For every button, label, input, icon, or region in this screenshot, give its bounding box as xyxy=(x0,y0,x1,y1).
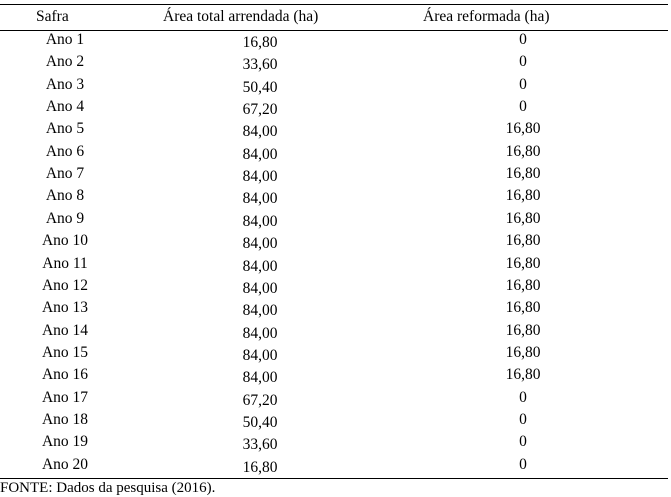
cell-area-reformada: 16,80 xyxy=(505,343,541,361)
cell-safra: Ano 15 xyxy=(41,343,89,361)
table-row xyxy=(0,277,671,299)
table-row xyxy=(0,76,671,98)
cell-area-reformada: 16,80 xyxy=(505,165,541,183)
cell-area-total: 84,00 xyxy=(242,302,278,320)
table-row xyxy=(0,165,671,187)
cell-safra: Ano 19 xyxy=(41,433,89,451)
cell-area-total: 84,00 xyxy=(242,235,278,253)
table-row xyxy=(0,366,671,388)
cell-area-reformada: 0 xyxy=(519,455,527,473)
cell-safra: Ano 14 xyxy=(41,321,89,339)
cell-area-reformada: 0 xyxy=(519,75,527,93)
cell-area-reformada: 16,80 xyxy=(505,209,541,227)
cell-area-reformada: 16,80 xyxy=(505,299,541,317)
source-note-text: FONTE: Dados da pesquisa (2016). xyxy=(0,480,216,496)
table-row xyxy=(0,31,671,53)
cell-area-reformada: 0 xyxy=(519,98,527,116)
cell-area-total: 84,00 xyxy=(242,190,278,208)
table-row xyxy=(0,433,671,455)
table-row xyxy=(0,344,671,366)
cell-area-total: 84,00 xyxy=(242,123,278,141)
cell-area-reformada: 16,80 xyxy=(505,120,541,138)
cell-safra: Ano 16 xyxy=(41,366,89,384)
cell-area-reformada: 0 xyxy=(519,53,527,71)
cell-safra: Ano 8 xyxy=(45,187,85,205)
cell-area-total: 50,40 xyxy=(242,78,278,96)
cell-area-total: 33,60 xyxy=(242,436,278,454)
cell-safra: Ano 17 xyxy=(41,388,89,406)
table-row xyxy=(0,98,671,120)
table-row xyxy=(0,187,671,209)
table-row xyxy=(0,411,671,433)
cell-area-reformada: 16,80 xyxy=(505,232,541,250)
cell-safra: Ano 6 xyxy=(45,142,85,160)
table-row xyxy=(0,255,671,277)
cell-area-total: 50,40 xyxy=(242,413,278,431)
table-row xyxy=(0,232,671,254)
table-row xyxy=(0,456,671,478)
cell-safra: Ano 18 xyxy=(41,410,89,428)
cell-area-reformada: 0 xyxy=(519,388,527,406)
cell-area-total: 84,00 xyxy=(242,324,278,342)
cell-safra: Ano 12 xyxy=(41,276,89,294)
cell-area-total: 67,20 xyxy=(242,391,278,409)
cell-area-reformada: 16,80 xyxy=(505,254,541,272)
cell-safra: Ano 2 xyxy=(45,53,85,71)
cell-area-reformada: 16,80 xyxy=(505,142,541,160)
cell-area-total: 33,60 xyxy=(242,56,278,74)
cell-safra: Ano 10 xyxy=(41,232,89,250)
table-row xyxy=(0,53,671,75)
source-note xyxy=(0,478,216,496)
table-row xyxy=(0,322,671,344)
cell-safra: Ano 9 xyxy=(45,209,85,227)
cell-area-total: 84,00 xyxy=(242,257,278,275)
header-area-total: Área total arrendada (ha) xyxy=(163,8,319,25)
cell-area-total: 84,00 xyxy=(242,279,278,297)
cell-area-total: 84,00 xyxy=(242,346,278,364)
cell-area-reformada: 16,80 xyxy=(505,276,541,294)
table-top-rule xyxy=(0,4,668,5)
table-row xyxy=(0,143,671,165)
cell-safra: Ano 13 xyxy=(41,299,89,317)
cell-safra: Ano 7 xyxy=(45,165,85,183)
cell-area-total: 16,80 xyxy=(242,458,278,476)
cell-safra: Ano 5 xyxy=(45,120,85,138)
table-row xyxy=(0,120,671,142)
cell-area-reformada: 16,80 xyxy=(505,187,541,205)
cell-area-reformada: 16,80 xyxy=(505,321,541,339)
cell-area-total: 84,00 xyxy=(242,145,278,163)
table-row xyxy=(0,210,671,232)
header-area-reformada: Área reformada (ha) xyxy=(423,8,550,25)
table-row xyxy=(0,299,671,321)
cell-area-total: 67,20 xyxy=(242,101,278,119)
cell-safra: Ano 1 xyxy=(45,31,85,48)
cell-area-reformada: 0 xyxy=(519,410,527,428)
cell-safra: Ano 3 xyxy=(45,75,85,93)
table-row xyxy=(0,389,671,411)
cell-safra: Ano 20 xyxy=(41,455,89,473)
cell-area-reformada: 16,80 xyxy=(505,366,541,384)
cell-area-reformada: 0 xyxy=(519,433,527,451)
cell-safra: Ano 4 xyxy=(45,98,85,116)
cell-area-total: 16,80 xyxy=(242,34,278,51)
cell-safra: Ano 11 xyxy=(42,254,88,272)
table-header xyxy=(0,8,671,28)
cell-area-total: 84,00 xyxy=(242,369,278,387)
cell-area-total: 84,00 xyxy=(242,212,278,230)
cell-area-reformada: 0 xyxy=(519,31,527,48)
cell-area-total: 84,00 xyxy=(242,168,278,186)
header-safra: Safra xyxy=(36,8,69,25)
